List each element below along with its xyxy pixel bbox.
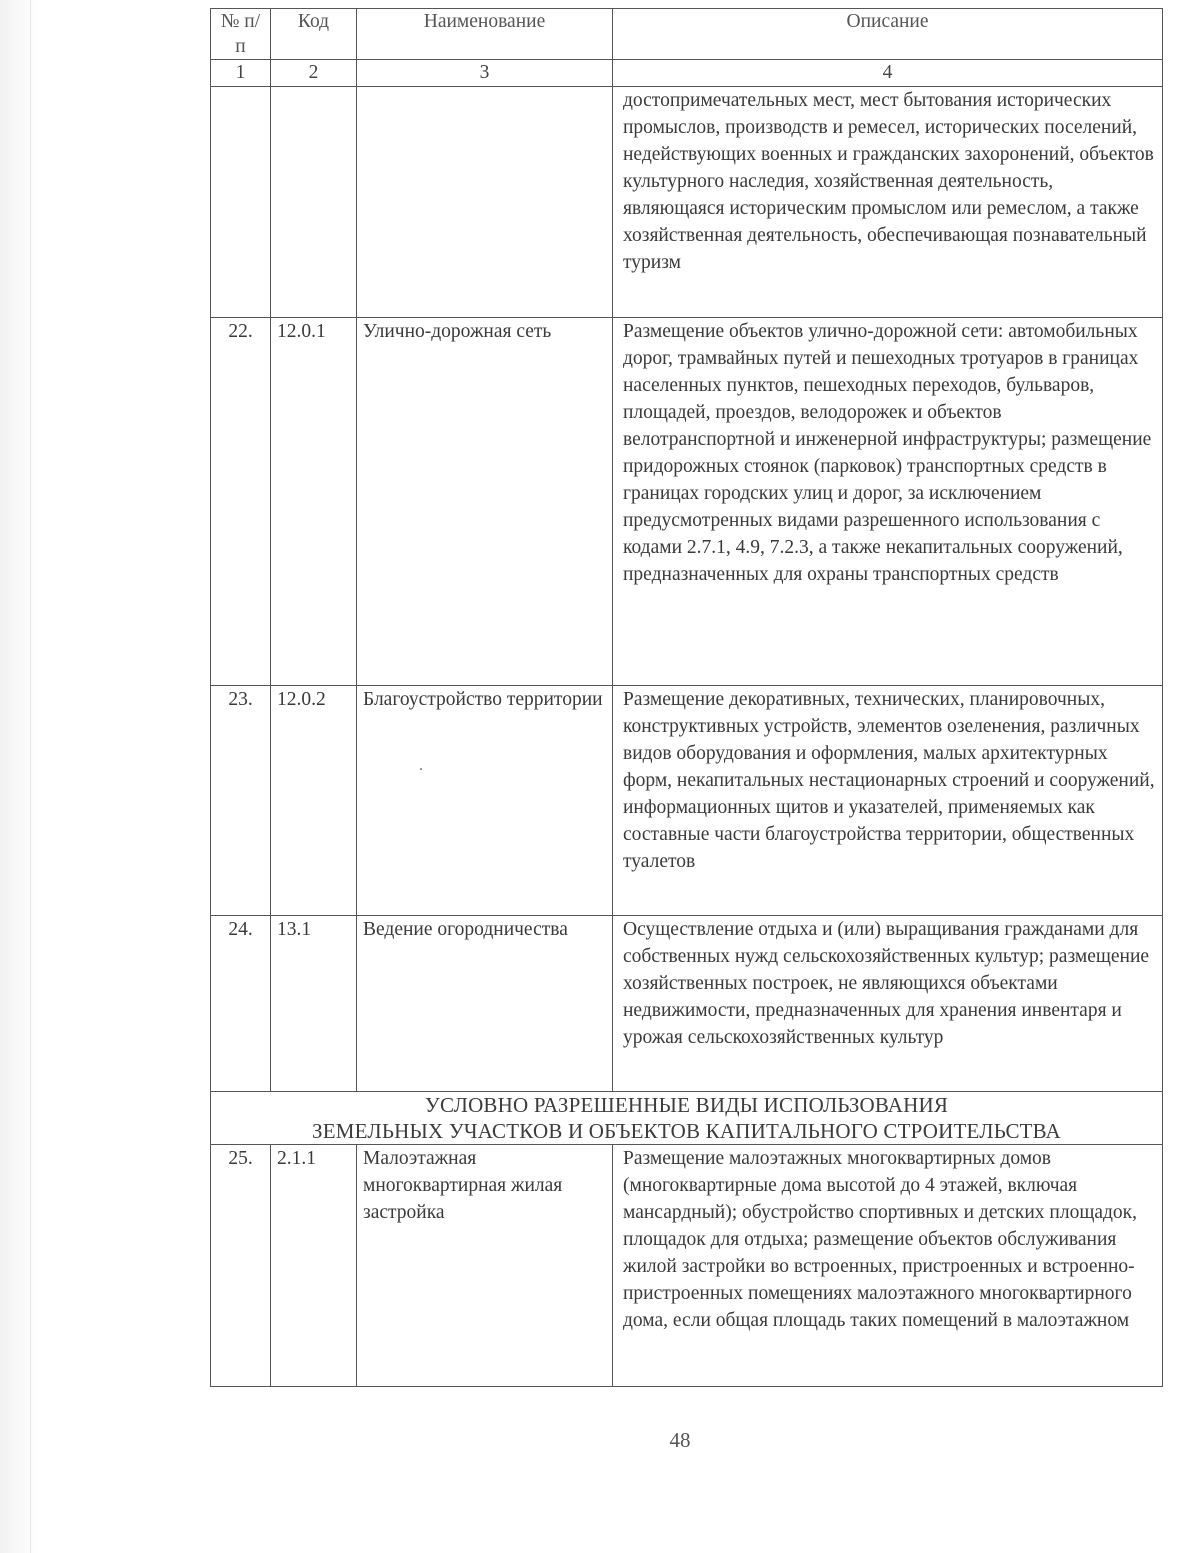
header-code: Код	[271, 9, 357, 60]
row-code: 12.0.2	[271, 686, 357, 916]
header-number: № п/п	[211, 9, 271, 60]
row-number: 22.	[211, 318, 271, 686]
row-number: 23.	[211, 686, 271, 916]
row-description: Размещение малоэтажных многоквартирных домов (многоквартирные дома высотой до 4 этажей, включая мансардный); обустройство спортивных и детских площадок, площадок для отдыха; размещение объектов обслуживания жилой застройки во встроенных, пристроенных и встроенно-пристроенных помещениях малоэтажного многоквартирного дома, если общая площадь таких помещений в малоэтажном	[613, 1145, 1163, 1387]
row-code: 12.0.1	[271, 318, 357, 686]
column-number: 1	[211, 60, 271, 87]
table-row	[211, 87, 1163, 318]
row-description: Размещение декоративных, технических, планировочных, конструктивных устройств, элементов озеленения, различных видов оборудования и оформления, малых архитектурных форм, некапитальных нестационарных строений и сооружений, информационных щитов и указателей, применяемых как составные части благоустройства территории, общественных туалетов	[613, 686, 1163, 916]
row-description: Размещение объектов улично-дорожной сети: автомобильных дорог, трамвайных путей и пешеходных тротуаров в границах населенных пунктов, пешеходных переходов, бульваров, площадей, проездов, велодорожек и объектов велотранспортной и инженерной инфраструктуры; размещение придорожных стоянок (парковок) транспортных средств в границах городских улиц и дорог, за исключением предусмотренных видами разрешенного использования с кодами 2.7.1, 4.9, 7.2.3, а также некапитальных сооружений, предназначенных для охраны транспортных средств	[613, 318, 1163, 686]
row-code: 2.1.1	[271, 1145, 357, 1387]
section-heading-row	[211, 1092, 1163, 1145]
row-name: Благоустройство территории	[357, 686, 613, 916]
row-number	[211, 87, 271, 318]
section-heading	[211, 1092, 1163, 1145]
row-description: достопримечательных мест, мест бытования исторических промыслов, производств и ремесел, исторических поселений, недействующих военных и гражданских захоронений, объектов культурного наследия, хозяйственная деятельность, являющаяся историческим промыслом или ремеслом, а также хозяйственная деятельность, обеспечивающая познавательный туризм	[613, 87, 1163, 318]
scan-speck	[420, 768, 422, 770]
row-code: 13.1	[271, 916, 357, 1092]
column-number-row	[211, 60, 1163, 87]
row-code	[271, 87, 357, 318]
table-header-row	[211, 9, 1163, 60]
row-name	[357, 87, 613, 318]
land-use-table	[210, 8, 1163, 1387]
section-heading-line: ЗЕМЕЛЬНЫХ УЧАСТКОВ И ОБЪЕКТОВ КАПИТАЛЬНОГО СТРОИТЕЛЬСТВА	[312, 1119, 1061, 1143]
row-number: 24.	[211, 916, 271, 1092]
header-name: Наименование	[357, 9, 613, 60]
row-name: Малоэтажная многоквартирная жилая застройка	[357, 1145, 613, 1387]
row-name: Ведение огородничества	[357, 916, 613, 1092]
column-number: 3	[357, 60, 613, 87]
table-row	[211, 1145, 1163, 1387]
table-row	[211, 318, 1163, 686]
row-description: Осуществление отдыха и (или) выращивания гражданами для собственных нужд сельскохозяйственных культур; размещение хозяйственных построек, не являющихся объектами недвижимости, предназначенных для хранения инвентаря и урожая сельскохозяйственных культур	[613, 916, 1163, 1092]
section-heading-line: УСЛОВНО РАЗРЕШЕННЫЕ ВИДЫ ИСПОЛЬЗОВАНИЯ	[424, 1093, 949, 1117]
scan-edge-line	[30, 0, 31, 1553]
row-name: Улично-дорожная сеть	[357, 318, 613, 686]
header-description: Описание	[613, 9, 1163, 60]
table-row	[211, 916, 1163, 1092]
table-row	[211, 686, 1163, 916]
row-number: 25.	[211, 1145, 271, 1387]
page-number: 48	[669, 1428, 691, 1452]
scan-left-margin	[0, 0, 38, 1553]
column-number: 2	[271, 60, 357, 87]
column-number: 4	[613, 60, 1163, 87]
